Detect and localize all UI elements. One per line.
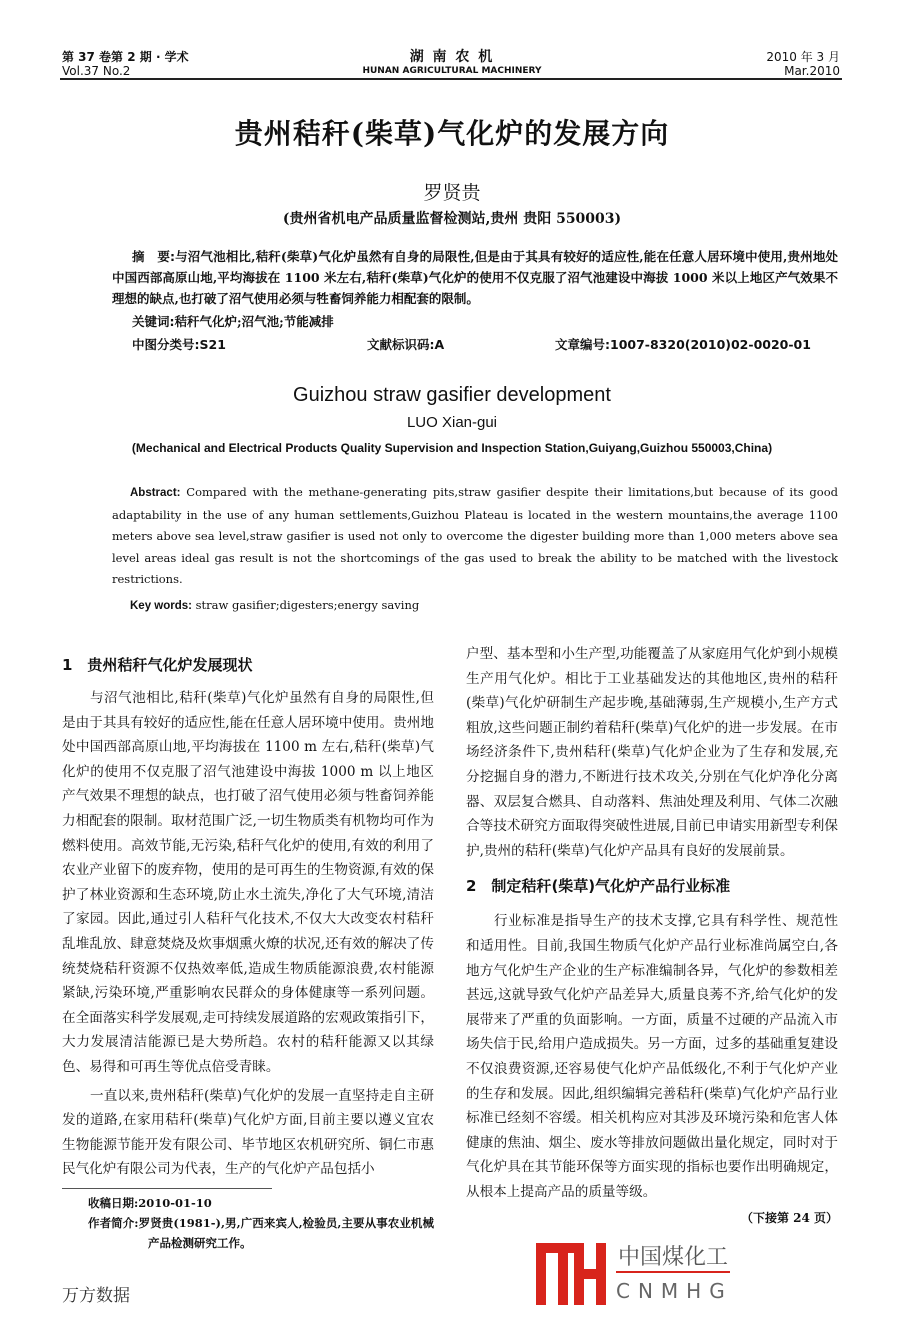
footer-source: 万方数据 xyxy=(62,1286,130,1306)
section-1-heading: 1 贵州秸秆气化炉发展现状 xyxy=(62,656,253,674)
received-date: 收稿日期:2010-01-10 xyxy=(88,1195,212,1210)
right-column xyxy=(466,642,838,1309)
english-title: Guizhou straw gasifier development xyxy=(293,384,611,406)
watermark-text-en: CNMHG xyxy=(616,1279,733,1304)
abstract-label: 摘 要: xyxy=(132,249,175,264)
author: 罗贤贵 xyxy=(423,182,481,204)
section-1-paragraph: 一直以来,贵州秸秆(柴草)气化炉的发展一直坚持走自主研发的道路,在家用秸秆(柴草)气化炉方面,目前主要以遵义宜农生物能源节能开发有限公司、毕节地区农机研究所、铜仁市惠民气化炉有限公司为代表，生产的气化炉产品包括小 xyxy=(62,1087,434,1178)
left-column xyxy=(62,648,434,1253)
keywords-en: straw gasifier;digesters;energy saving xyxy=(192,597,420,612)
abstract-en-label: Abstract: xyxy=(130,487,181,499)
abstract-en-text: Compared with the methane-generating pits,straw gasifier despite their limitations,but because of its good adaptability in the use of any human settlements,Guizhou Plateau is located in the western mountains,the average 1100 meters above sea level,straw gasifier is used not only to overcome the digester building more than 1,000 meters above sea level areas ideal gas result is not the shortcomings of the gas used to break the ability to be matched with the livestock restrictions. xyxy=(112,485,838,586)
article-number: 文章编号:1007-8320(2010)02-0020-01 xyxy=(555,337,811,352)
continued-note: （下接第 24 页） xyxy=(740,1211,838,1226)
author-bio: 罗贤贵(1981-),男,广西来宾人,检验员,主要从事农业机械产品检测研究工作。 xyxy=(138,1215,434,1250)
english-affiliation: (Mechanical and Electrical Products Quality Supervision and Inspection Station,Guiyang,Guizhou 550003,China) xyxy=(131,441,773,455)
bio-label: 作者简介: xyxy=(88,1215,139,1230)
issue-en: Vol.37 No.2 xyxy=(62,64,131,78)
journal-name-en: HUNAN AGRICULTURAL MACHINERY xyxy=(362,66,542,76)
header-rule xyxy=(60,78,842,80)
clc-number: 中图分类号:S21 xyxy=(132,337,226,352)
watermark-logo xyxy=(536,1241,836,1309)
affiliation: (贵州省机电产品质量监督检测站,贵州 贵阳 550003) xyxy=(282,211,622,227)
cnmhg-logo-icon xyxy=(536,1241,606,1309)
journal-date xyxy=(640,50,840,78)
date-en: Mar.2010 xyxy=(784,64,840,78)
issue-cn: 第 37 卷第 2 期 · 学术 xyxy=(62,50,189,64)
watermark-text-cn: 中国煤化工 xyxy=(616,1245,730,1273)
section-1-paragraph: 与沼气池相比,秸秆(柴草)气化炉虽然有自身的局限性,但是由于其具有较好的适应性,能在任意人居环境中使用。贵州地处中国西部高原山地,平均海拔在 1100 m 左右,秸秆(柴草)气化炉的使用不仅克服了沼气池建设中海拔 1000 m 以上地区产气效果不理想的缺点，也打破了沼气使用必须与牲畜饲养能力相配套的限制。取材范围广泛,一切生物质类有机物均可作为燃料使用。高效节能,无污染,秸秆气化炉的使用,有效的利用了农业产业留下的废弃物，使用的是可再生的生物资源,有效的保护了林业资源和生态环境,防止水土流失,净化了大气环境,清洁了家园。因此,通过引人秸秆气化技术,不仅大大改变农村秸秆乱堆乱放、肆意焚烧及炊事烟熏火燎的状况,还有效的解决了传统焚烧秸秆资源不仅热效率低,造成生物质能源浪费,农村能源紧缺,污染环境,严重影响农民群众的身体健康等一系列问题。在全面落实科学发展观,走可持续发展道路的宏观政策指引下，大力发展清洁能源已是大势所趋。农村的秸秆能源又以其绿色、易得和可再生等优点倍受青睐。 xyxy=(62,690,434,1075)
document-code: 文献标识码:A xyxy=(367,337,445,352)
abstract-text: 与沼气池相比,秸秆(柴草)气化炉虽然有自身的局限性,但是由于其具有较好的适应性,能在任意人居环境中使用,贵州地处中国西部高原山地,平均海拔在 1100 米左右,秸秆(柴草)气化炉的使用不仅克服了沼气池建设中海拔 1000 米以上地区产气效果不理想的缺点,也打破了沼气使用必须与牲畜饲养能力相配套的限制。 xyxy=(112,249,839,306)
abstract-en xyxy=(112,482,838,617)
section-2-paragraph: 行业标准是指导生产的技术支撑,它具有科学性、规范性和适用性。目前,我国生物质气化炉产品行业标准尚属空白,各地方气化炉生产企业的生产标准编制各异，气化炉的参数相差甚远,这就导致气化炉产品差异大,质量良莠不齐,给气化炉的发展带来了严重的负面影响。一方面，质量不过硬的产品流入市场失信于民,给用户造成损失。另一方面，过多的基础重复建设不仅浪费资源,还容易使气化炉产品低级化,不利于气化炉产业的生存和发展。因此,组织编辑完善秸秆(柴草)气化炉产品行业标准已经刻不容缓。相关机构应对其涉及环境污染和危害人体健康的焦油、烟尘、废水等排放问题做出量化规定，同时对于气化炉具在其节能环保等方面实现的指标也要作出明确规定，从根本上提高产品的质量等级。 xyxy=(466,913,838,1200)
section-1-paragraph: 户型、基本型和小生产型,功能覆盖了从家庭用气化炉到小规模生产用气化炉。相比于工业基础发达的其他地区,贵州的秸秆(柴草)气化炉研制生产起步晚,基础薄弱,生产规模小,生产方式粗放,这些问题正制约着秸秆(柴草)气化炉的进一步发展。在市场经济条件下,贵州秸秆(柴草)气化炉企业为了生存和发展,充分挖掘自身的潜力,不断进行技术攻关,分别在气化炉净化分离器、双层复合燃具、自动落料、焦油处理及利用、气体二次融合等技术研究方面取得突破性进展,目前已申请实用新型专利保护,贵州的秸秆(柴草)气化炉产品具有良好的发展前景。 xyxy=(466,646,838,859)
journal-name-cn: 湖 南 农 机 xyxy=(409,49,495,65)
keywords-en-label: Key words: xyxy=(130,599,192,612)
abstract-cn xyxy=(112,246,838,356)
english-author: LUO Xian-gui xyxy=(406,414,498,431)
keywords: 秸秆气化炉;沼气池;节能减排 xyxy=(174,314,334,329)
footnote xyxy=(62,1193,434,1253)
date-cn: 2010 年 3 月 xyxy=(766,50,840,64)
section-2-heading: 2 制定秸秆(柴草)气化炉产品行业标准 xyxy=(466,877,731,896)
journal-issue xyxy=(62,50,282,78)
paper-title: 贵州秸秆(柴草)气化炉的发展方向 xyxy=(234,117,670,150)
keywords-label: 关键词: xyxy=(132,314,175,329)
journal-name xyxy=(322,50,582,78)
